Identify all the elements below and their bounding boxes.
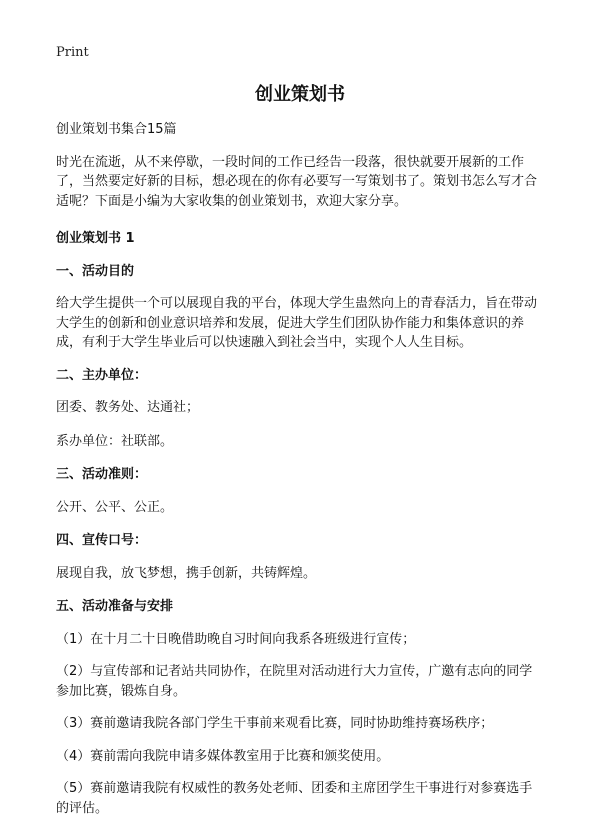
document-subtitle: 创业策划书集合15篇	[56, 122, 177, 137]
slogan-line: 展现自我，放飞梦想，携手创新，共铸辉煌。	[56, 565, 317, 581]
heading-organizers: 二、主办单位：	[56, 367, 148, 383]
heading-slogan: 四、宣传口号：	[56, 533, 148, 548]
print-link[interactable]: Print	[56, 45, 89, 60]
intro-paragraph: 时光在流逝，从不来停歇，一段时间的工作已经告一段落，很快就要开展新的工作了，当然要定好新的目标，想必现在的你有必要写一写策划书了。策划书怎么写才合适呢？下面是小编为大家收集的创业策划书，欢迎大家分享。	[56, 154, 538, 209]
organizers-line: 团委、教务处、达通社；	[56, 400, 200, 415]
list-item: （3）赛前邀请我院各部门学生干事前来观看比赛，同时协助维持赛场秩序；	[56, 716, 494, 731]
heading-principles: 三、活动准则：	[56, 467, 148, 482]
purpose-paragraph: 给大学生提供一个可以展现自我的平台，体现大学生蛊然向上的青春活力，旨在带动大学生的创新和创业意识培养和发展，促进大学生们团队协作能力和集体意识的养成，有利于大学生毕业后可以快速融入到社会当中，实现个人人生目标。	[56, 296, 538, 350]
list-item: （1）在十月二十日晚借助晚自习时间向我系各班级进行宣传；	[56, 631, 416, 647]
list-item: （5）赛前邀请我院有权威性的教务处老师、团委和主席团学生干事进行对参赛选手的评估。	[56, 781, 533, 816]
document-body	[56, 120, 544, 831]
document-title: 创业策划书	[255, 84, 345, 105]
heading-preparation: 五、活动准备与安排	[56, 599, 174, 614]
list-item: （4）赛前需向我院申请多媒体教室用于比赛和颁奖使用。	[56, 748, 390, 764]
list-item: （2）与宣传部和记者站共同协作，在院里对活动进行大力宣传，广邀有志向的同学参加比赛，锻炼自身。	[56, 664, 533, 699]
principles-line: 公开、公平、公正。	[56, 499, 174, 515]
heading-purpose: 一、活动目的	[56, 263, 135, 279]
section-title: 创业策划书 1	[56, 231, 135, 246]
co-organizer-line: 系办单位：社联部。	[56, 433, 174, 449]
